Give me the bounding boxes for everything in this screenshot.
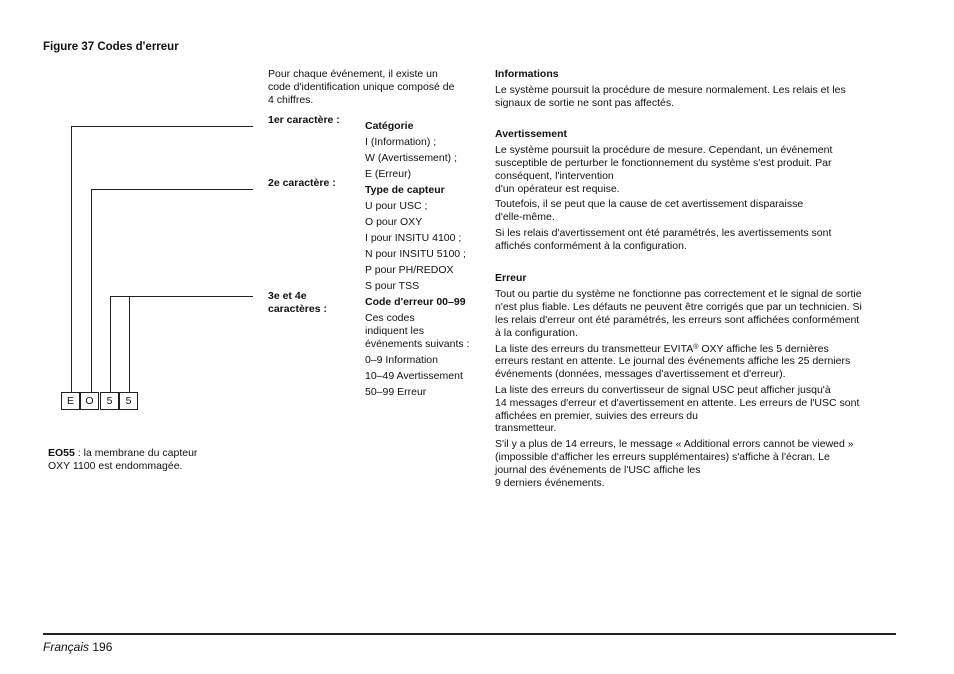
list-item: 10–49 Avertissement (365, 370, 463, 383)
code-box: 5 (119, 392, 138, 410)
char2-label: 2e caractère : (268, 177, 336, 189)
char1-label: 1er caractère : (268, 114, 340, 126)
list-item: E (Erreur) (365, 168, 412, 180)
code-box: E (61, 392, 80, 410)
error-heading: Erreur (495, 271, 527, 284)
info-text: Le système poursuit la procédure de mesure normalement. Les relais et les signaux de sortie ne sont pas affectés. (495, 83, 846, 109)
list-item: W (Avertissement) ; (365, 152, 457, 164)
warning-p3: Si les relais d'avertissement ont été paramétrés, les avertissements sont affichés conformément à la configuration. (495, 226, 832, 252)
connector-line (91, 189, 253, 190)
error-p4: S'il y a plus de 14 erreurs, le message « Additional errors cannot be viewed » (impossible d'afficher les erreurs supplémentaires) s'affiche à l'écran. Le journal des événements de l'USC affiche les 9 derniers événements. (495, 438, 854, 489)
connector-line (91, 189, 92, 392)
connector-line (110, 296, 253, 297)
list-item: S pour TSS (365, 280, 420, 292)
char34-label: 3e et 4e caractères : (268, 290, 327, 315)
list-item: 50–99 Erreur (365, 386, 427, 399)
error-code-list (365, 294, 469, 400)
code-box: 5 (100, 392, 119, 410)
intro-text: Pour chaque événement, il existe un code d'identification unique composé de 4 chiffres. (268, 68, 455, 106)
example-caption: EO55 : la membrane du capteur OXY 1100 est endommagée. (48, 447, 198, 472)
event-descriptions (495, 68, 895, 489)
info-heading: Informations (495, 68, 559, 80)
sensor-type-heading: Type de capteur (365, 184, 445, 196)
footer-rule (43, 633, 896, 635)
connector-line (71, 126, 72, 392)
category-heading: Catégorie (365, 120, 414, 132)
error-p3: La liste des erreurs du convertisseur de signal USC peut afficher jusqu'à 14 messages d'erreur et d'avertissement en attente. Les erreurs de l'USC sont affichées en premier, suivies des erreurs du transmetteur. (495, 383, 860, 435)
page-number: 196 (92, 640, 113, 654)
example-code: EO55 (48, 447, 75, 459)
code-box: O (80, 392, 99, 410)
connector-line (129, 296, 130, 392)
list-item: U pour USC ; (365, 200, 428, 212)
list-item: O pour OXY (365, 216, 423, 228)
list-item: I pour INSITU 4100 ; (365, 232, 462, 244)
list-item: N pour INSITU 5100 ; (365, 248, 466, 260)
connector-line (71, 126, 253, 127)
list-item: 0–9 Information (365, 354, 438, 367)
warning-p1: Le système poursuit la procédure de mesure. Cependant, un événement susceptible de perturber le fonctionnement du système s'est produit. Par conséquent, l'intervention d'un opérateur est requise. (495, 144, 833, 195)
error-code-heading: Code d'erreur 00–99 (365, 296, 466, 308)
page-footer (43, 640, 112, 654)
figure-title: Figure 37 Codes d'erreur (43, 41, 179, 53)
sensor-type-list (365, 182, 466, 294)
connector-line (110, 296, 111, 392)
warning-heading: Avertissement (495, 128, 567, 141)
error-p1: Tout ou partie du système ne fonctionne pas correctement et le signal de sortie n'est plus fiable. Les défauts ne peuvent être corrigés que par un technicien. Si les relais d'erreur ont été paramétrés, les erreurs sont affichées conformément à la configuration. (495, 288, 862, 339)
list-item: P pour PH/REDOX (365, 264, 454, 276)
category-list (365, 118, 457, 182)
error-code-desc: Ces codes indiquent les événements suivants : (365, 312, 470, 350)
list-item: I (Information) ; (365, 136, 437, 148)
error-p2: La liste des erreurs du transmetteur EVITA® OXY affiche les 5 dernières erreurs restant en attente. Le journal des événements affiche les 25 derniers événements (données, messages d'avertissement et d'erreur). (495, 342, 851, 381)
warning-p2: Toutefois, il se peut que la cause de cet avertissement disparaisse d'elle-même. (495, 198, 804, 224)
footer-language: Français (43, 640, 90, 654)
